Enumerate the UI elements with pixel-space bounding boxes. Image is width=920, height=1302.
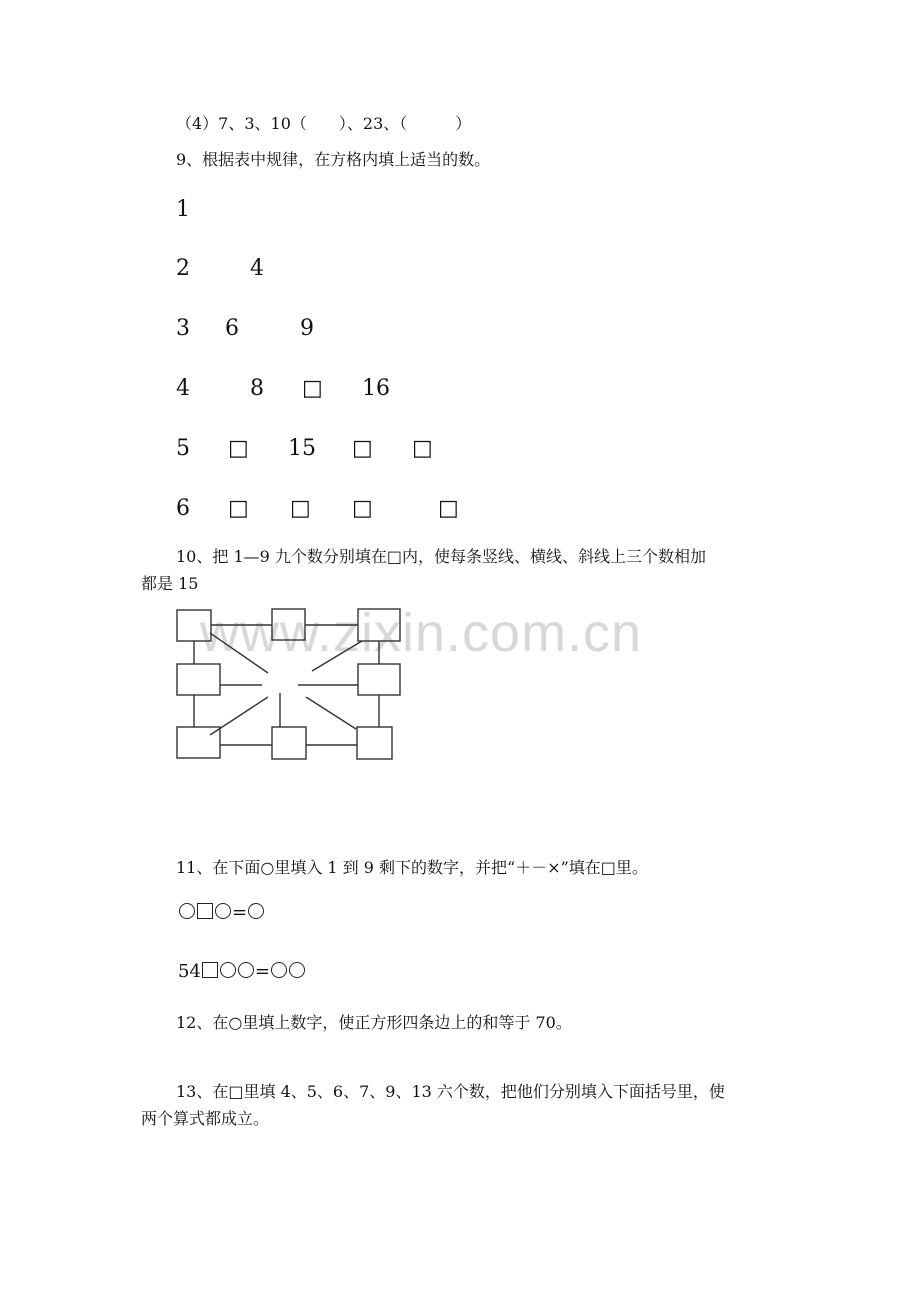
equation-1 [178, 902, 265, 924]
grid-box[interactable] [358, 609, 400, 641]
grid-box[interactable] [357, 727, 392, 759]
magic-square-diagram [170, 603, 410, 765]
circle-blank[interactable] [220, 962, 236, 978]
equation-2 [178, 961, 306, 983]
question-10-line-1: 10、把 1—9 九个数分别填在□内，使每条竖线、横线、斜线上三个数相加 [176, 547, 707, 566]
equals-sign: = [254, 961, 270, 982]
blank-box[interactable]: □ [302, 376, 323, 401]
blank-box[interactable]: □ [352, 496, 373, 521]
question-12-title: 12、在○里填上数字，使正方形四条边上的和等于 70。 [176, 1013, 572, 1032]
question-9-title: 9、根据表中规律，在方格内填上适当的数。 [176, 150, 491, 169]
operator-box[interactable] [197, 903, 213, 919]
circle-blank[interactable] [179, 903, 195, 919]
grid-box[interactable] [358, 664, 400, 695]
blank-box[interactable]: □ [228, 496, 249, 521]
question-11-title: 11、在下面○里填入 1 到 9 剩下的数字，并把“＋－×”填在□里。 [176, 858, 648, 877]
grid-box[interactable] [177, 664, 220, 695]
grid-box[interactable] [272, 727, 306, 759]
circle-blank[interactable] [248, 903, 264, 919]
triangle-cell: 15 [288, 436, 316, 461]
triangle-cell: 4 [176, 376, 190, 401]
triangle-cell: 6 [176, 496, 190, 521]
circle-blank[interactable] [238, 962, 254, 978]
question-8-part-4: （4）7、3、10（ ）、23、（ ） [176, 114, 472, 133]
blank-box[interactable]: □ [352, 436, 373, 461]
triangle-cell: 2 [176, 256, 190, 281]
triangle-cell: 3 [176, 316, 190, 341]
circle-blank[interactable] [215, 903, 231, 919]
equation-number: 54 [178, 961, 201, 982]
operator-box[interactable] [202, 962, 218, 978]
circle-blank[interactable] [271, 962, 287, 978]
grid-box[interactable] [177, 727, 220, 758]
equals-sign: = [232, 902, 248, 923]
question-10-line-2: 都是 15 [141, 574, 199, 593]
triangle-cell: 1 [176, 197, 190, 222]
triangle-cell: 9 [300, 316, 314, 341]
circle-blank[interactable] [289, 962, 305, 978]
triangle-cell: 4 [250, 256, 264, 281]
blank-box[interactable]: □ [412, 436, 433, 461]
question-13-line-1: 13、在□里填 4、5、6、7、9、13 六个数，把他们分别填入下面括号里，使 [176, 1082, 725, 1101]
blank-box[interactable]: □ [290, 496, 311, 521]
triangle-cell: 16 [362, 376, 390, 401]
triangle-cell: 8 [250, 376, 264, 401]
triangle-cell: 5 [176, 436, 190, 461]
grid-box[interactable] [272, 609, 305, 640]
question-13-line-2: 两个算式都成立。 [141, 1109, 270, 1128]
grid-box[interactable] [177, 610, 211, 641]
triangle-cell: 6 [225, 316, 239, 341]
blank-box[interactable]: □ [438, 496, 459, 521]
watermark-text: www.zixin.com.cn [200, 603, 643, 663]
blank-box[interactable]: □ [228, 436, 249, 461]
